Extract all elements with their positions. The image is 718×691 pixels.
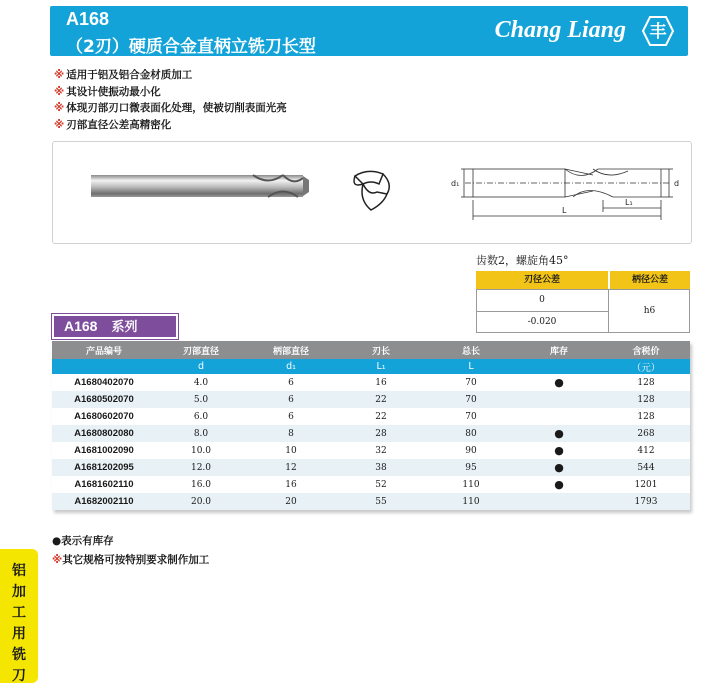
blade-tolerance-lower: -0.020	[527, 317, 557, 327]
feature-item: ※ 适用于铝及铝合金材质加工	[54, 69, 193, 81]
header-shank-diameter: 柄部直径	[246, 341, 336, 359]
product-title: （2刃）硬质合金直柄立铣刀长型	[66, 37, 316, 57]
symbol-cell	[516, 359, 602, 374]
label-d1: d₁	[451, 179, 460, 188]
table-row: A1681602110 16.0 16 52 110 ● 1201	[74, 478, 658, 491]
table-row: A1681202095 12.0 12 38 95 ● 544	[52, 459, 690, 476]
model-title: A168	[66, 9, 110, 29]
technical-drawing	[461, 169, 673, 220]
stock-note: ●表示有库存	[52, 535, 114, 547]
table-row: A1680402070 4.0 6 16 70 ● 128	[74, 376, 655, 389]
product-table	[52, 341, 690, 510]
brand-logo-icon	[642, 15, 674, 47]
symbol-cell: d	[156, 359, 246, 374]
symbol-cell	[52, 359, 156, 374]
table-row: A1680502070 5.0 6 22 70 128	[52, 391, 690, 408]
series-code: A168	[64, 318, 98, 334]
side-tab-char: 加	[12, 584, 26, 600]
end-view-drawing	[354, 171, 389, 210]
symbol-cell: d₁	[246, 359, 336, 374]
product-image-panel	[52, 141, 692, 244]
label-L1: L₁	[625, 198, 633, 207]
table-row: A1680602070 6.0 6 22 70 128	[74, 411, 655, 422]
series-label	[52, 314, 178, 339]
label-d: d	[674, 179, 680, 188]
table-row: A1680802080 8.0 8 28 80 ● 268	[52, 425, 690, 442]
header-blade-diameter: 刃部直径	[156, 341, 246, 359]
tolerance-table	[476, 271, 690, 333]
side-tab-char: 铣	[12, 647, 26, 663]
notes	[52, 532, 209, 570]
symbol-cell: （元）	[602, 359, 690, 374]
side-tab-char: 铝	[12, 563, 26, 579]
feature-item: ※ 刃部直径公差高精密化	[54, 118, 172, 131]
category-side-tab	[0, 549, 38, 683]
table-row: A1682002110 20.0 20 55 110 1793	[52, 493, 690, 510]
shank-tolerance-header: 柄径公差	[610, 271, 690, 289]
header-blade-length: 刃长	[336, 341, 426, 359]
custom-order-note: ※其它规格可按特别要求制作加工	[52, 554, 210, 566]
brand-name: Chang Liang	[494, 17, 626, 43]
series-text: 系列	[111, 320, 138, 335]
symbol-cell: L	[426, 359, 516, 374]
symbol-cell: L₁	[336, 359, 426, 374]
header-product-code: 产品编号	[52, 341, 156, 359]
spec-caption: 齿数2，螺旋角45°	[476, 254, 569, 267]
blade-tolerance-upper: 0	[539, 295, 545, 305]
shank-tolerance-value: h6	[643, 306, 656, 316]
table-row: A1681002090 10.0 10 32 90 ● 412	[74, 444, 655, 457]
feature-list	[54, 67, 287, 133]
blade-tolerance-header: 刃径公差	[476, 271, 608, 289]
label-L: L	[562, 206, 567, 215]
header-total-length: 总长	[426, 341, 516, 359]
header-banner	[50, 6, 688, 56]
side-tab-char: 工	[12, 605, 26, 621]
header-price: 含税价	[602, 341, 690, 359]
side-tab-char: 用	[12, 626, 26, 642]
side-tab-char: 刀	[12, 668, 26, 684]
logo-char: 丰	[649, 22, 667, 42]
feature-item: ※ 体现刃部刃口微表面化处理，使被切削表面光亮	[54, 102, 287, 114]
header-stock: 库存	[516, 341, 602, 359]
feature-item: ※ 其设计使振动最小化	[54, 85, 161, 98]
end-mill-photo	[91, 175, 309, 197]
